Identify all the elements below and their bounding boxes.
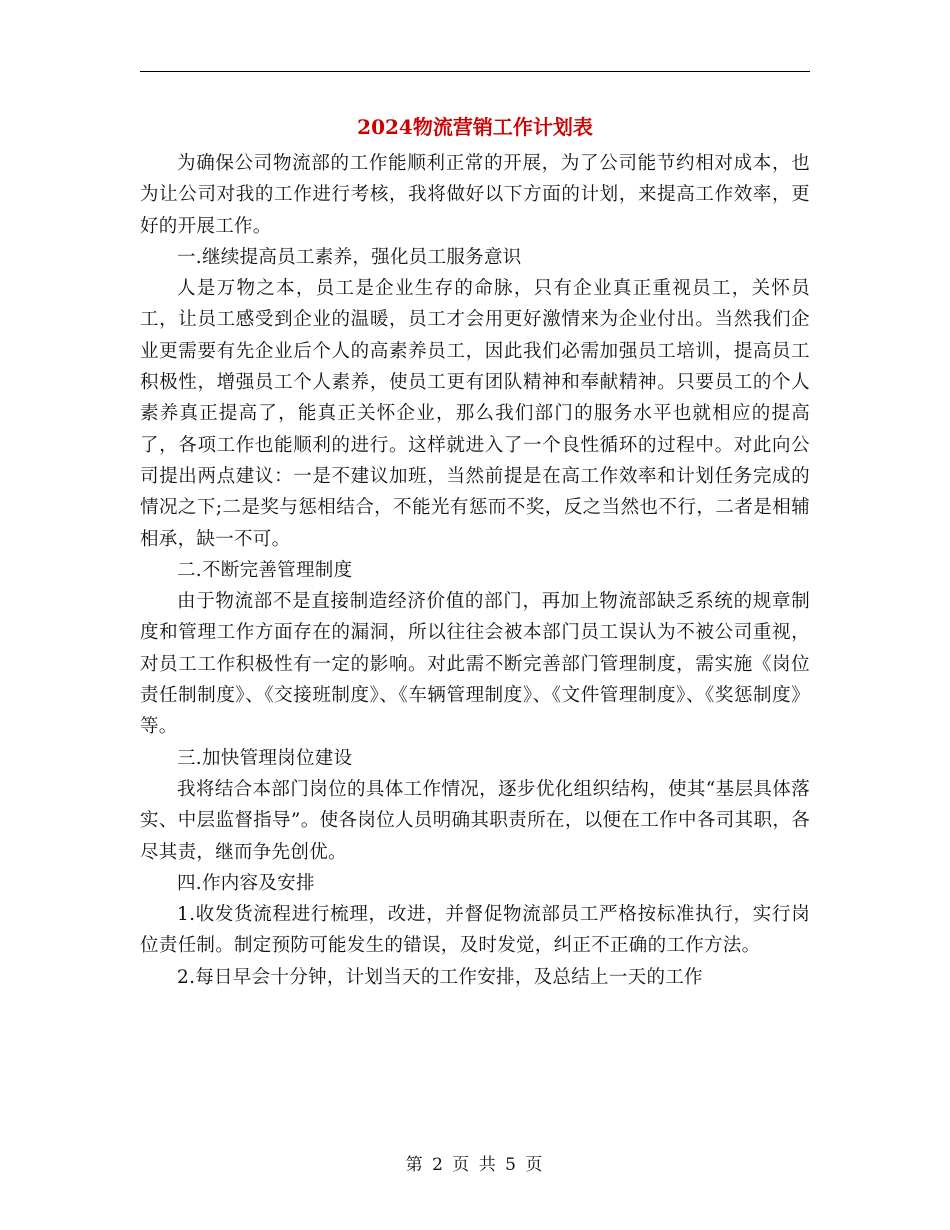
header-rule (140, 71, 810, 72)
section-2-paragraph: 由于物流部不是直接制造经济价值的部门，再加上物流部缺乏系统的规章制度和管理工作方面存在的漏洞，所以往往会被本部门员工误认为不被公司重视，对员工工作积极性有一定的影响。对此需不断完善部门管理制度，需实施《岗位责任制制度》、《交接班制度》、《车辆管理制度》、《文件管理制度》、《奖惩制度》等。 (140, 591, 810, 738)
section-heading-1: 一.继续提高员工素养，强化员工服务意识 (177, 246, 522, 268)
document-title: 2024物流营销工作计划表 (357, 115, 593, 139)
section-heading-2: 二.不断完善管理制度 (177, 559, 353, 581)
list-item-1: 1.收发货流程进行梳理，改进，并督促物流部员工严格按标准执行，实行岗位责任制。制定预防可能发生的错误，及时发觉，纠正不正确的工作方法。 (140, 904, 810, 957)
document-body (140, 148, 810, 993)
section-heading-4: 四.作内容及安排 (177, 872, 315, 894)
section-heading-3: 三.加快管理岗位建设 (177, 747, 353, 769)
list-item-2: 2.每日早会十分钟，计划当天的工作安排，及总结上一天的工作 (177, 966, 703, 988)
section-1-paragraph: 人是万物之本，员工是企业生存的命脉，只有企业真正重视员工，关怀员工，让员工感受到企业的温暖，员工才会用更好激情来为企业付出。当然我们企业更需要有先企业后个人的高素养员工，因此我们必需加强员工培训，提高员工积极性，增强员工个人素养，使员工更有团队精神和奉献精神。只要员工的个人素养真正提高了，能真正关怀企业，那么我们部门的服务水平也就相应的提高了，各项工作也能顺利的进行。这样就进入了一个良性循环的过程中。对此向公司提出两点建议：一是不建议加班，当然前提是在高工作效率和计划任务完成的情况之下;二是奖与惩相结合，不能光有惩而不奖，反之当然也不行，二者是相辅相承，缺一不可。 (140, 278, 810, 550)
intro-paragraph: 为确保公司物流部的工作能顺利正常的开展，为了公司能节约相对成本，也为让公司对我的工作进行考核，我将做好以下方面的计划，来提高工作效率，更好的开展工作。 (140, 153, 810, 237)
section-3-paragraph: 我将结合本部门岗位的具体工作情况，逐步优化组织结构，使其“基层具体落实、中层监督指导”。使各岗位人员明确其职责所在，以便在工作中各司其职，各尽其责，继而争先创优。 (140, 778, 810, 863)
page-number: 第 2 页 共 5 页 (405, 1155, 545, 1175)
